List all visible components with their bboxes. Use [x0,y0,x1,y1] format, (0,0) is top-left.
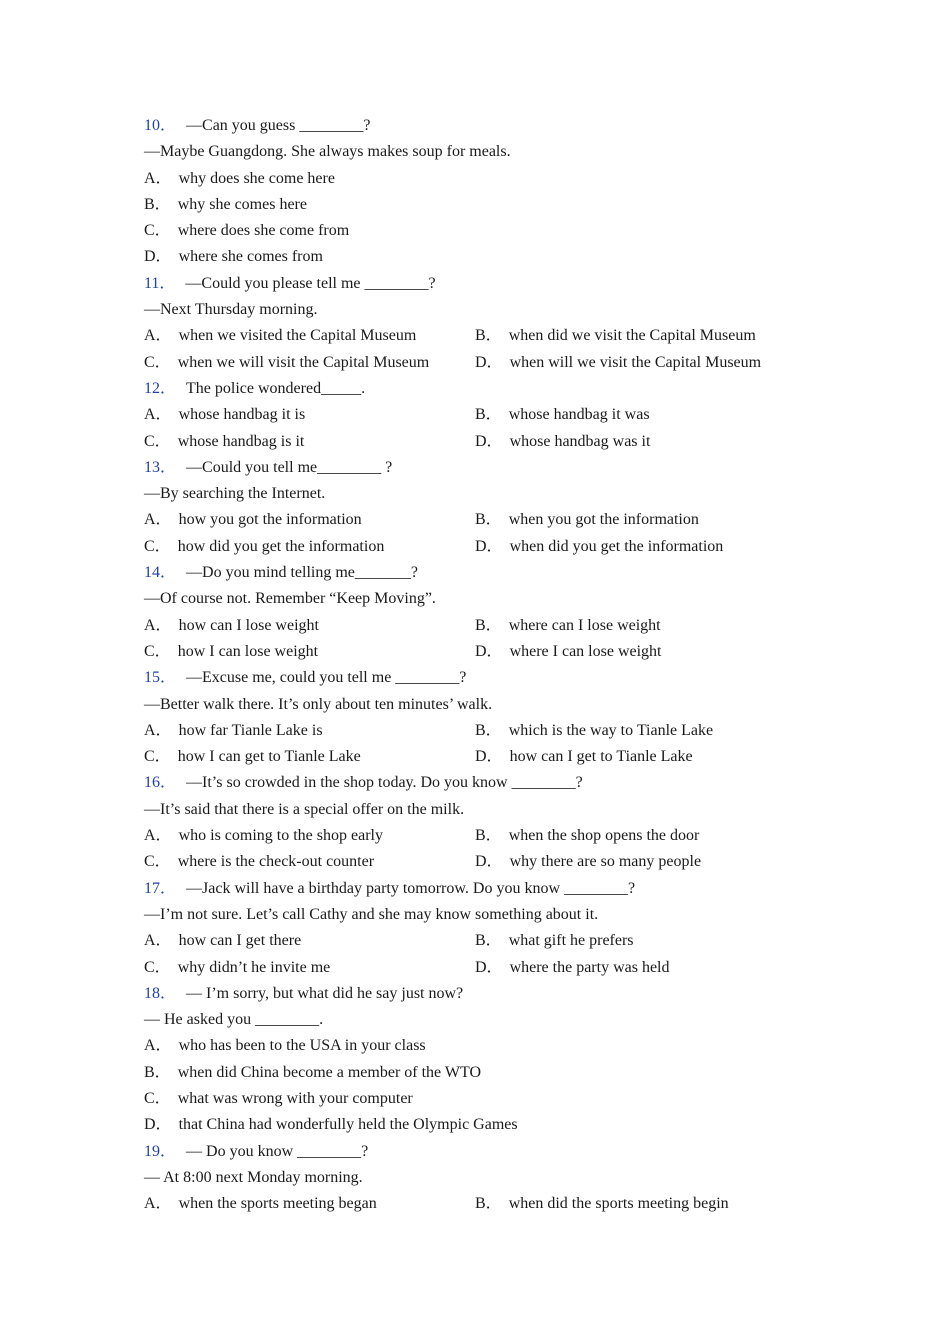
option-text: what gift he prefers [508,932,634,950]
option-row [144,1086,844,1112]
option-row [144,1033,844,1059]
question-stem: —Could you please tell me ________? [185,274,436,292]
option-d [475,955,670,981]
option-a [144,323,416,349]
option-d [475,429,650,455]
option-d [475,849,701,875]
option-row [144,849,844,875]
option-d [144,1116,518,1133]
option-row [144,192,844,218]
option-row [144,928,844,954]
option-d [475,744,693,770]
option-row [144,718,844,744]
option-d [475,534,723,560]
option-c [144,744,361,770]
question-stem: — I’m sorry, but what did he say just now? [186,984,464,1002]
option-text: where I can lose weight [509,642,662,660]
question-10 [144,113,844,271]
option-a [144,1191,377,1217]
option-text: why didn’t he invite me [177,958,331,976]
option-row [144,323,844,349]
option-b [475,718,713,744]
option-b [475,928,634,954]
option-letter: A． [144,1195,172,1213]
option-b [475,507,699,533]
question-reply: —Better walk there. It’s only about ten minutes’ walk. [144,695,493,713]
option-text: when we visited the Capital Museum [178,327,417,345]
option-row [144,218,844,244]
option-c [144,350,429,376]
question-stem-line [144,770,844,796]
question-stem: —Jack will have a birthday party tomorrow. Do you know ________? [186,879,636,897]
option-b [144,196,307,213]
option-letter: C． [144,1089,171,1107]
question-reply: — At 8:00 next Monday morning. [144,1168,363,1186]
option-text: how I can get to Tianle Lake [177,748,361,766]
option-text: when the shop opens the door [508,827,700,845]
option-row [144,1112,844,1138]
option-row [144,744,844,770]
option-text: whose handbag it is [178,406,306,424]
option-text: that China had wonderfully held the Olympic Games [178,1116,518,1134]
question-reply: —It’s said that there is a special offer on the milk. [144,800,465,818]
option-letter: C． [144,537,171,555]
question-number: 17． [144,879,177,897]
option-letter: B． [475,511,502,529]
option-letter: D． [475,432,503,450]
option-text: how can I lose weight [178,616,319,634]
option-text: where the party was held [509,958,670,976]
option-letter: C． [144,432,171,450]
question-reply: —Of course not. Remember “Keep Moving”. [144,590,436,608]
question-stem-line [144,981,844,1007]
option-letter: A． [144,511,172,529]
option-row [144,613,844,639]
option-row [144,429,844,455]
option-text: when will we visit the Capital Museum [509,353,762,371]
option-letter: A． [144,406,172,424]
option-text: whose handbag is it [177,432,305,450]
option-text: how can I get there [178,932,302,950]
question-reply: —By searching the Internet. [144,485,326,503]
question-list [144,113,844,1217]
option-text: when did the sports meeting begin [508,1195,729,1213]
question-stem: —Do you mind telling me_______? [186,564,418,582]
option-text: where does she come from [177,222,350,240]
option-text: when we will visit the Capital Museum [177,353,430,371]
option-c [144,222,349,239]
option-letter: D． [144,248,172,266]
option-letter: A． [144,827,172,845]
option-letter: D． [475,748,503,766]
option-d [475,639,662,665]
option-c [144,955,330,981]
question-11 [144,271,844,376]
option-letter: A． [144,616,172,634]
option-row [144,823,844,849]
option-a [144,613,319,639]
option-text: who has been to the USA in your class [178,1037,426,1055]
question-stem: —It’s so crowded in the shop today. Do you know ________? [186,774,583,792]
option-a [144,507,362,533]
option-letter: B． [475,1195,502,1213]
option-letter: A． [144,169,172,187]
option-a [144,823,383,849]
option-a [144,402,305,428]
option-letter: A． [144,1037,172,1055]
option-row [144,507,844,533]
question-number: 18． [144,984,177,1002]
option-letter: B． [144,195,171,213]
option-a [144,928,301,954]
option-b [475,823,699,849]
question-number: 10． [144,117,177,134]
option-row [144,350,844,376]
question-number: 14． [144,564,177,582]
option-letter: C． [144,748,171,766]
option-c [144,639,318,665]
option-text: which is the way to Tianle Lake [508,721,714,739]
option-d [475,350,761,376]
option-text: when did China become a member of the WTO [177,1063,482,1081]
option-text: how did you get the information [177,537,385,555]
question-18 [144,981,844,1139]
option-text: what was wrong with your computer [177,1089,413,1107]
question-stem: —Excuse me, could you tell me ________? [186,669,467,687]
question-stem-line [144,1139,844,1165]
question-reply: — He asked you ________. [144,1011,324,1029]
option-text: how I can lose weight [177,642,319,660]
question-stem: —Could you tell me________ ? [186,458,393,476]
option-c [144,534,384,560]
option-text: why there are so many people [509,853,702,871]
question-stem-line [144,455,844,481]
option-letter: C． [144,958,171,976]
question-13 [144,455,844,560]
option-letter: B． [475,406,502,424]
option-row [144,166,844,192]
question-reply: —Next Thursday morning. [144,301,318,319]
question-number: 11． [144,274,176,292]
question-14 [144,560,844,665]
option-b [475,613,661,639]
option-letter: A． [144,327,172,345]
option-b [475,1191,729,1217]
option-letter: C． [144,222,171,240]
option-letter: B． [475,827,502,845]
question-number: 12． [144,379,177,397]
question-stem-line [144,560,844,586]
option-text: where is the check-out counter [177,853,375,871]
question-16 [144,770,844,875]
option-text: how far Tianle Lake is [178,721,323,739]
option-letter: B． [475,932,502,950]
option-row [144,1060,844,1086]
option-letter: D． [475,642,503,660]
question-reply: —I’m not sure. Let’s call Cathy and she may know something about it. [144,905,599,923]
option-letter: D． [475,537,503,555]
option-text: when the sports meeting began [178,1195,377,1213]
question-number: 15． [144,669,177,687]
option-text: why does she come here [178,169,335,187]
question-17 [144,876,844,981]
option-text: how you got the information [178,511,362,529]
option-letter: C． [144,642,171,660]
option-a [144,718,323,744]
question-12 [144,376,844,455]
option-c [144,429,304,455]
option-text: when did we visit the Capital Museum [508,327,756,345]
option-a [144,170,335,187]
option-b [475,323,756,349]
option-row [144,244,844,270]
question-stem-line [144,665,844,691]
option-letter: A． [144,721,172,739]
option-d [144,248,323,265]
question-stem-line [144,271,844,297]
option-text: whose handbag it was [508,406,650,424]
option-letter: B． [144,1063,171,1081]
option-letter: B． [475,721,502,739]
option-b [475,402,650,428]
question-number: 16． [144,774,177,792]
option-a [144,1037,426,1054]
option-text: when did you get the information [509,537,724,555]
option-text: how can I get to Tianle Lake [509,748,693,766]
option-letter: C． [144,353,171,371]
option-text: why she comes here [177,195,307,213]
option-text: where can I lose weight [508,616,661,634]
option-letter: D． [475,353,503,371]
option-letter: D． [475,853,503,871]
option-c [144,849,374,875]
question-stem-line [144,113,844,139]
question-stem: — Do you know ________? [186,1142,369,1160]
question-15 [144,665,844,770]
option-row [144,639,844,665]
question-number: 13． [144,458,177,476]
option-row [144,402,844,428]
option-text: where she comes from [178,248,323,266]
question-stem-line [144,376,844,402]
option-text: who is coming to the shop early [178,827,383,845]
question-reply: —Maybe Guangdong. She always makes soup for meals. [144,143,511,161]
option-letter: B． [475,327,502,345]
option-text: when you got the information [508,511,699,529]
question-19 [144,1139,844,1218]
option-letter: A． [144,932,172,950]
option-row [144,534,844,560]
question-number: 19． [144,1142,177,1160]
option-letter: B． [475,616,502,634]
option-c [144,1090,413,1107]
option-letter: C． [144,853,171,871]
question-stem: The police wondered_____. [186,379,366,397]
option-row [144,955,844,981]
option-b [144,1064,481,1081]
option-row [144,1191,844,1217]
option-letter: D． [144,1116,172,1134]
question-stem: —Can you guess ________? [186,117,371,134]
question-stem-line [144,876,844,902]
option-letter: D． [475,958,503,976]
option-text: whose handbag was it [509,432,651,450]
